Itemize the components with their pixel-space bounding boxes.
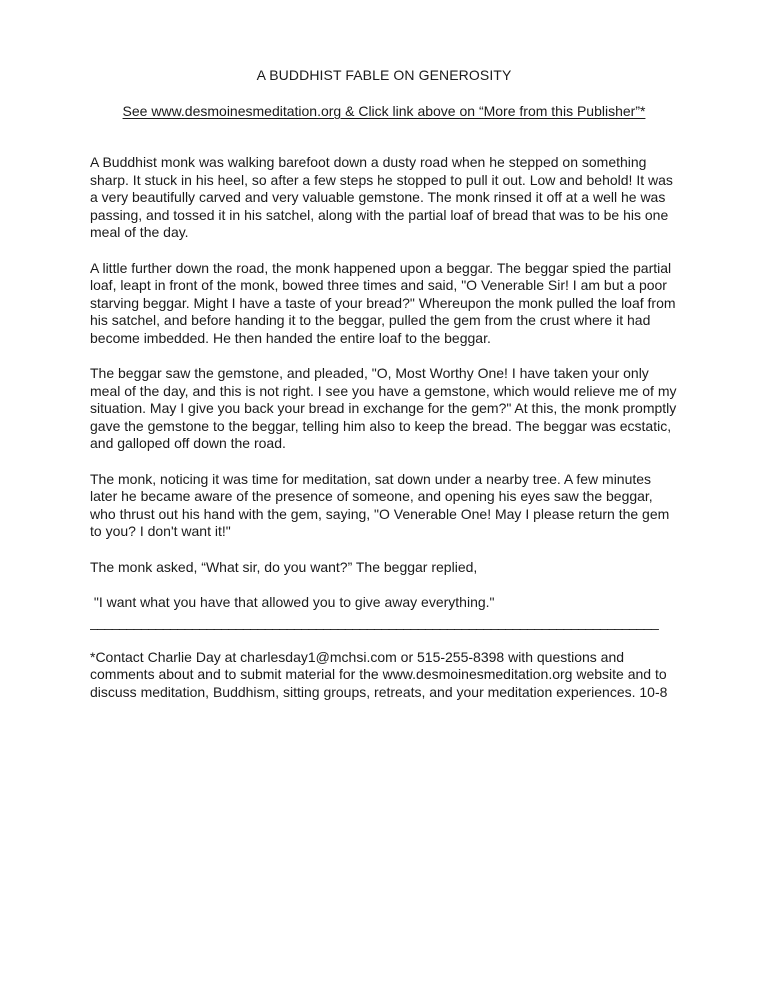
paragraph-2: A little further down the road, the monk happened upon a beggar. The beggar spied the partial loaf, leapt in front of the monk, bowed three times and said, "O Venerable Sir! I am but a poor starving beggar. Might I have a taste of your bread?" Whereupon the monk pulled the loaf from his satchel, and before handing it to the beggar, pulled the gem from the crust where it had become imbedded. He then handed the entire loaf to the beggar. xyxy=(90,259,676,346)
paragraph-3: The beggar saw the gemstone, and pleaded, "O, Most Worthy One! I have taken your only meal of the day, and this is not right. I see you have a gemstone, which would relieve me of my situation. May I give you back your bread in exchange for the gem?" At this, the monk promptly gave the gemstone to the beggar, telling him also to keep the bread. The beggar was ecstatic, and galloped off down the road. xyxy=(90,365,677,451)
paragraph-5: The monk asked, “What sir, do you want?” The beggar replied, xyxy=(90,558,478,575)
footnote-text: *Contact Charlie Day at charlesday1@mchsi.com or 515-255-8398 with questions and comments about and to submit material for the www.desmoinesmeditation.org website and to discuss meditation, Buddhism, sitting groups, retreats, and your meditation experiences. 10-8 xyxy=(90,648,668,700)
paragraph-4: The monk, noticing it was time for meditation, sat down under a nearby tree. A few minutes later he became aware of the presence of someone, and opening his eyes saw the beggar, who thrust out his hand with the gem, saying, "O Venerable One! May I please return the gem to you? I don't want it!" xyxy=(90,470,670,539)
document-body xyxy=(90,154,682,701)
beggar-quote: "I want what you have that allowed you to give away everything." xyxy=(90,594,495,610)
document-title: A BUDDHIST FABLE ON GENEROSITY xyxy=(256,67,512,83)
publisher-link[interactable]: See www.desmoinesmeditation.org & Click link above on “More from this Publisher”* xyxy=(122,103,646,119)
paragraph-1: A Buddhist monk was walking barefoot down a dusty road when he stepped on something sharp. It stuck in his heel, so after a few steps he stopped to pull it out. Low and behold! It was a very beautifully carved and very valuable gemstone. The monk rinsed it off at a well he was passing, and tossed it in his satchel, along with the partial loaf of bread that was to be his one meal of the day. xyxy=(90,154,673,240)
separator-rule: ______________________________________________________________________________ xyxy=(90,613,659,630)
footnote xyxy=(90,649,682,702)
